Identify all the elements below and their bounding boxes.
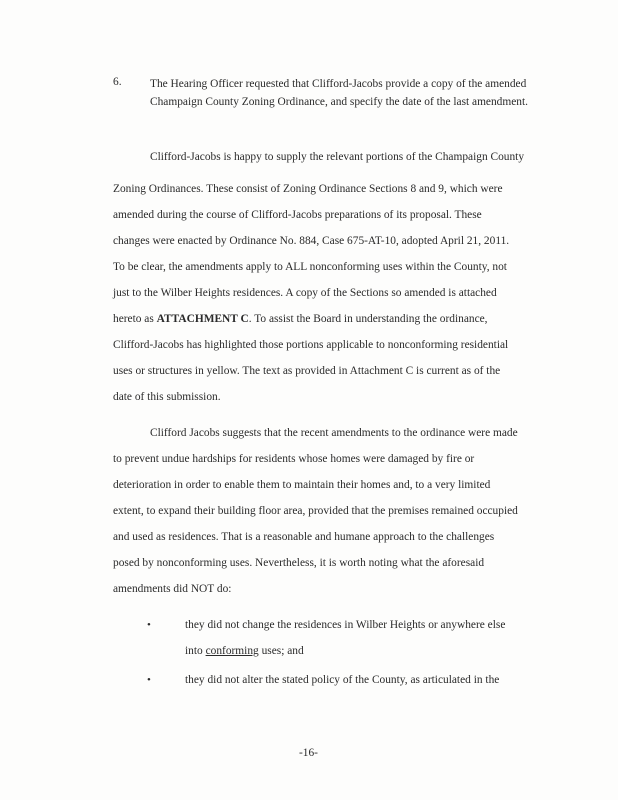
text-run: uses; and xyxy=(258,645,304,657)
paragraph-line: To be clear, the amendments apply to ALL nonconforming uses within the County, not xyxy=(113,261,507,273)
bullet-icon: • xyxy=(147,674,151,686)
underlined-term: conforming xyxy=(205,645,259,657)
paragraph-line: posed by nonconforming uses. Nevertheless, it is worth noting what the aforesaid xyxy=(113,557,485,569)
text-run: hereto as xyxy=(113,313,157,325)
item-number: 6. xyxy=(113,76,122,88)
paragraph-line: changes were enacted by Ordinance No. 884, Case 675-AT-10, adopted April 21, 2011. xyxy=(113,235,510,247)
paragraph-line: amendments did NOT do: xyxy=(113,583,232,595)
bullet-icon: • xyxy=(147,619,151,631)
paragraph-line: Zoning Ordinances. These consist of Zoning Ordinance Sections 8 and 9, which were xyxy=(113,183,503,195)
page-number: -16- xyxy=(299,747,318,759)
bullet-text xyxy=(185,645,304,657)
paragraph-line: amended during the course of Clifford-Jacobs preparations of its proposal. These xyxy=(113,209,482,221)
paragraph-line: just to the Wilber Heights residences. A copy of the Sections so amended is attached xyxy=(113,287,497,299)
paragraph-line: and used as residences. That is a reasonable and humane approach to the challenges xyxy=(113,531,495,543)
paragraph-line: extent, to expand their building floor area, provided that the premises remained occupied xyxy=(113,505,518,517)
bullet-text: they did not change the residences in Wilber Heights or anywhere else xyxy=(185,619,506,631)
paragraph-line: deterioration in order to enable them to maintain their homes and, to a very limited xyxy=(113,479,491,491)
paragraph-line: Clifford Jacobs suggests that the recent amendments to the ordinance were made xyxy=(150,427,518,439)
paragraph-line: Clifford-Jacobs is happy to supply the relevant portions of the Champaign County xyxy=(150,151,525,163)
paragraph-line xyxy=(113,313,488,325)
text-run: . To assist the Board in understanding the ordinance, xyxy=(248,313,488,325)
paragraph-line: to prevent undue hardships for residents whose homes were damaged by fire or xyxy=(113,453,475,465)
item-text: The Hearing Officer requested that Clifford-Jacobs provide a copy of the amended Champaign County Zoning Ordinance, and specify the date of the last amendment. xyxy=(150,78,529,108)
attachment-reference: ATTACHMENT C xyxy=(156,313,249,325)
paragraph-line: uses or structures in yellow. The text as provided in Attachment C is current as of the xyxy=(113,365,501,377)
paragraph-line: Clifford-Jacobs has highlighted those portions applicable to nonconforming residential xyxy=(113,339,509,351)
text-run: into xyxy=(185,645,206,657)
bullet-text: they did not alter the stated policy of the County, as articulated in the xyxy=(185,674,500,686)
paragraph-line: date of this submission. xyxy=(113,391,221,403)
